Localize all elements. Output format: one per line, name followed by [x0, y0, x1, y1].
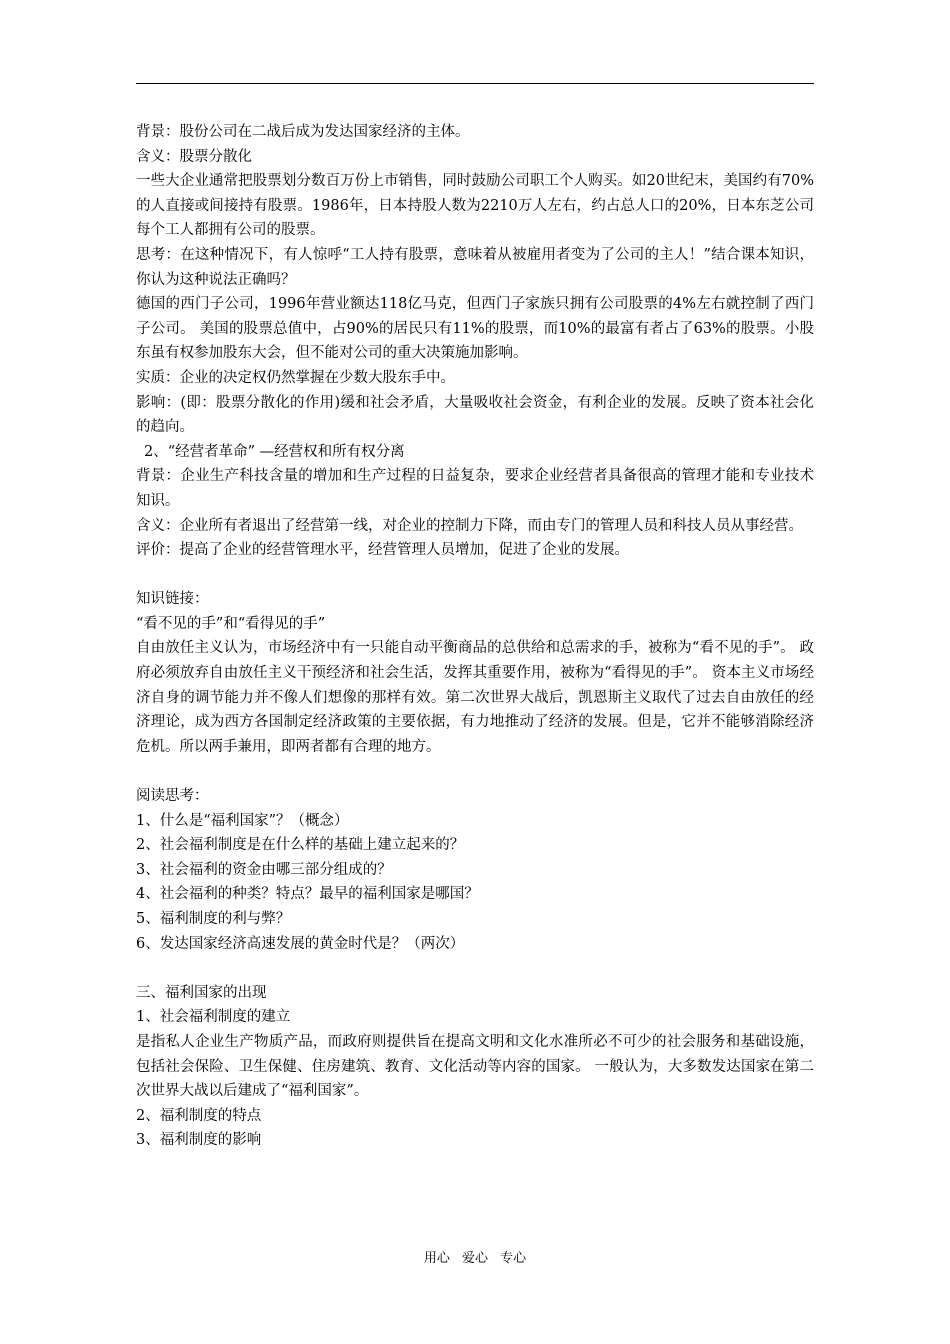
- heading-knowledge-link: 知识链接：: [136, 591, 209, 608]
- heading-invisible-visible-hand: “看不见的手”和“看得见的手”: [136, 615, 326, 632]
- heading-welfare-characteristics: 2、福利制度的特点: [136, 1107, 262, 1124]
- question-4: 4、社会福利的种类？特点？最早的福利国家是哪国？: [136, 886, 479, 903]
- blank-line: [136, 563, 814, 588]
- question-5: 5、福利制度的利与弊？: [136, 911, 291, 927]
- paragraph-hands-explanation: 自由放任主义认为，市场经济中有一只能自动平衡商品的总供给和总需求的手，被称为“看不见的手”。 政府必须放弃自由放任主义干预经济和社会生活，发挥其重要作用，被称为“看得见的手”。 资本主义市场经济自身的调节能力并不像人们想像的那样有效。第二次世界大战后，凯恩斯主义取代了过去自由放任的经济理论，成为西方各国制定经济政策的主要依据，有力地推动了经济的发展。但是，它并不能够消除经济危机。所以两手兼用，即两者都有合理的地方。: [136, 640, 814, 755]
- page-footer: 用心 爱心 专心: [423, 1251, 527, 1266]
- question-3: 3、社会福利的资金由哪三部分组成的？: [136, 861, 392, 878]
- blank-line: [136, 759, 814, 784]
- paragraph-essence: 实质：企业的决定权仍然掌握在少数大股东手中。: [136, 369, 455, 386]
- blank-line: [136, 956, 814, 981]
- paragraph-background-joint-stock: 背景：股份公司在二战后成为发达国家经济的主体。: [136, 124, 470, 140]
- paragraph-influence: 影响：(即：股票分散化的作用)缓和社会矛盾，大量吸收社会资金，有利企业的发展。反映了资本社会化的趋向。: [136, 394, 814, 436]
- heading-manager-revolution: 2、“经营者革命” —经营权和所有权分离: [144, 443, 405, 460]
- heading-welfare-state: 三、福利国家的出现: [136, 984, 267, 1001]
- question-2: 2、社会福利制度是在什么样的基础上建立起来的？: [136, 837, 465, 854]
- paragraph-stock-dispersion-examples: 一些大企业通常把股票划分数百万份上市销售，同时鼓励公司职工个人购买。如20世纪末，美国约有70%的人直接或间接持有股票。1986年，日本持股人数为2210万人左右，约占总人口的20%，日本东芝公司每个工人都拥有公司的股票。: [136, 173, 814, 239]
- question-1: 1、什么是“福利国家”？（概念）: [136, 812, 349, 829]
- document-body: [136, 120, 814, 1153]
- paragraph-siemens-example: 德国的西门子公司，1996年营业额达118亿马克，但西门子家族只拥有公司股票的4%左右就控制了西门子公司。 美国的股票总值中，占90%的居民只有11%的股票，而10%的最富有者占了63%的股票。小股东虽有权参加股东大会，但不能对公司的重大决策施加影响。: [136, 296, 814, 362]
- paragraph-manager-background: 背景：企业生产科技含量的增加和生产过程的日益复杂，要求企业经营者具备很高的管理才能和专业技术知识。: [136, 468, 814, 509]
- heading-welfare-system-establishment: 1、社会福利制度的建立: [136, 1009, 291, 1026]
- header-rule: [136, 83, 814, 84]
- question-6: 6、发达国家经济高速发展的黄金时代是？（两次）: [136, 935, 465, 952]
- heading-welfare-influence: 3、福利制度的影响: [136, 1132, 262, 1149]
- paragraph-manager-meaning: 含义：企业所有者退出了经营第一线，对企业的控制力下降，而由专门的管理人员和科技人员从事经营。: [136, 517, 803, 534]
- paragraph-manager-evaluation: 评价：提高了企业的经营管理水平，经营管理人员增加，促进了企业的发展。: [136, 542, 629, 559]
- paragraph-thinking-question: 思考：在这种情况下，有人惊呼“工人持有股票，意味着从被雇用者变为了公司的主人！”结合课本知识，你认为这种说法正确吗？: [136, 246, 814, 288]
- paragraph-meaning-stock-dispersion: 含义：股票分散化: [136, 148, 252, 165]
- paragraph-welfare-definition: 是指私人企业生产物质产品，而政府则提供旨在提高文明和文化水准所必不可少的社会服务和基础设施，包括社会保险、卫生保健、住房建筑、教育、文化活动等内容的国家。 一般认为，大多数发达国家在第二次世界大战以后建成了“福利国家”。: [136, 1033, 814, 1100]
- heading-reading-questions: 阅读思考：: [136, 788, 209, 805]
